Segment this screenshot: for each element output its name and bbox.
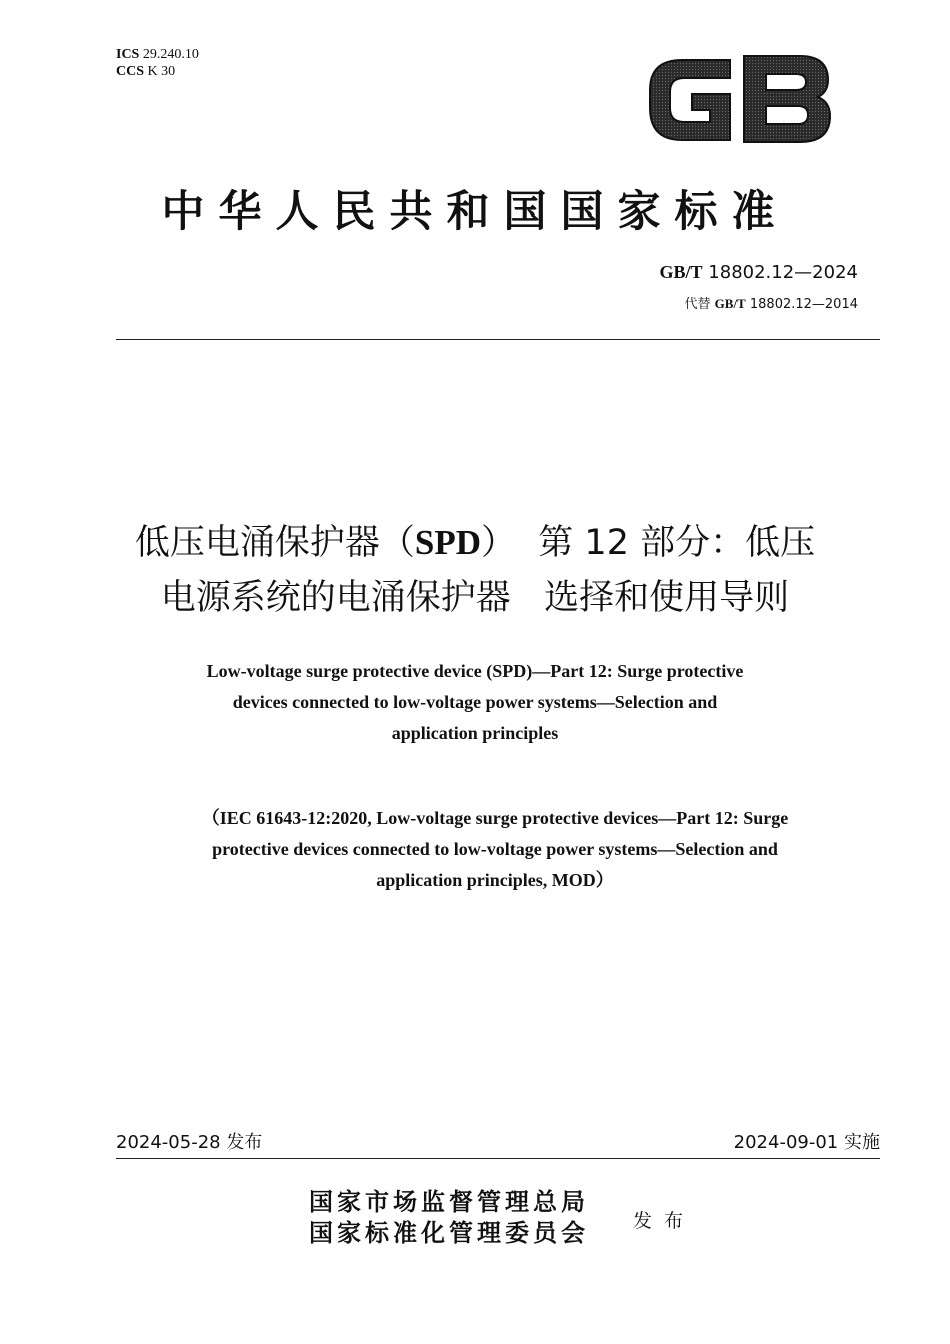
standard-number: [660, 262, 858, 283]
iec-reference-line2: protective devices connected to low-voltage power systems—Selection and: [212, 839, 778, 859]
iec-reference-line1: （IEC 61643-12:2020, Low-voltage surge protective devices—Part 12: Surge: [201, 808, 789, 828]
implementation-date: 2024-09-01 实施: [733, 1132, 880, 1153]
document-title: 中华人民共和国国家标准: [161, 187, 789, 237]
english-title: [90, 656, 860, 749]
publish-verb: 发布: [633, 1210, 696, 1232]
standard-code: GB/T: [659, 262, 703, 282]
english-title-line3: application principles: [391, 723, 559, 743]
replaces-number: 18802.12—2014: [749, 297, 858, 312]
iec-reference-line3: application principles, MOD）: [376, 870, 614, 890]
iec-reference: [90, 803, 900, 896]
ccs-value: K 30: [147, 64, 176, 79]
ics-key: ICS: [116, 47, 140, 62]
classification-codes: [116, 46, 199, 80]
replaces-standard: [685, 293, 859, 312]
cn-title-part-b: SPD: [414, 523, 482, 562]
cn-title-part-a: 低压电涌保护器（: [134, 523, 415, 563]
english-title-line2: devices connected to low-voltage power systems—Selection and: [232, 692, 718, 712]
cn-title-part-c: ） 第 12 部分：低压: [481, 523, 816, 563]
ics-value: 29.240.10: [142, 47, 199, 62]
replaces-code: GB/T: [714, 296, 746, 311]
chinese-title-line2: 电源系统的电涌保护器 选择和使用导则: [160, 578, 790, 618]
ccs-key: CCS: [116, 64, 145, 79]
ics-code: [116, 46, 199, 63]
logo-letter-g: [650, 60, 730, 140]
chinese-title-line1: [60, 515, 890, 571]
english-title-line1: Low-voltage surge protective device (SPD)—Part 12: Surge protective: [206, 661, 744, 681]
header-divider: [116, 339, 880, 340]
logo-text: GB: [646, 50, 648, 51]
ccs-code: [116, 63, 199, 80]
footer-divider: [116, 1158, 880, 1159]
replaces-prefix: 代替: [684, 297, 711, 312]
publisher-org-2: 国家标准化管理委员会: [309, 1218, 589, 1247]
publishers: [309, 1186, 589, 1248]
chinese-title: [60, 515, 890, 626]
issue-date: 2024-05-28 发布: [116, 1132, 263, 1153]
gb-logo: [646, 50, 832, 146]
publisher-org-1: 国家市场监督管理总局: [309, 1187, 589, 1216]
logo-letter-b: [744, 56, 830, 142]
standard-number-value: 18802.12—2024: [708, 262, 858, 283]
